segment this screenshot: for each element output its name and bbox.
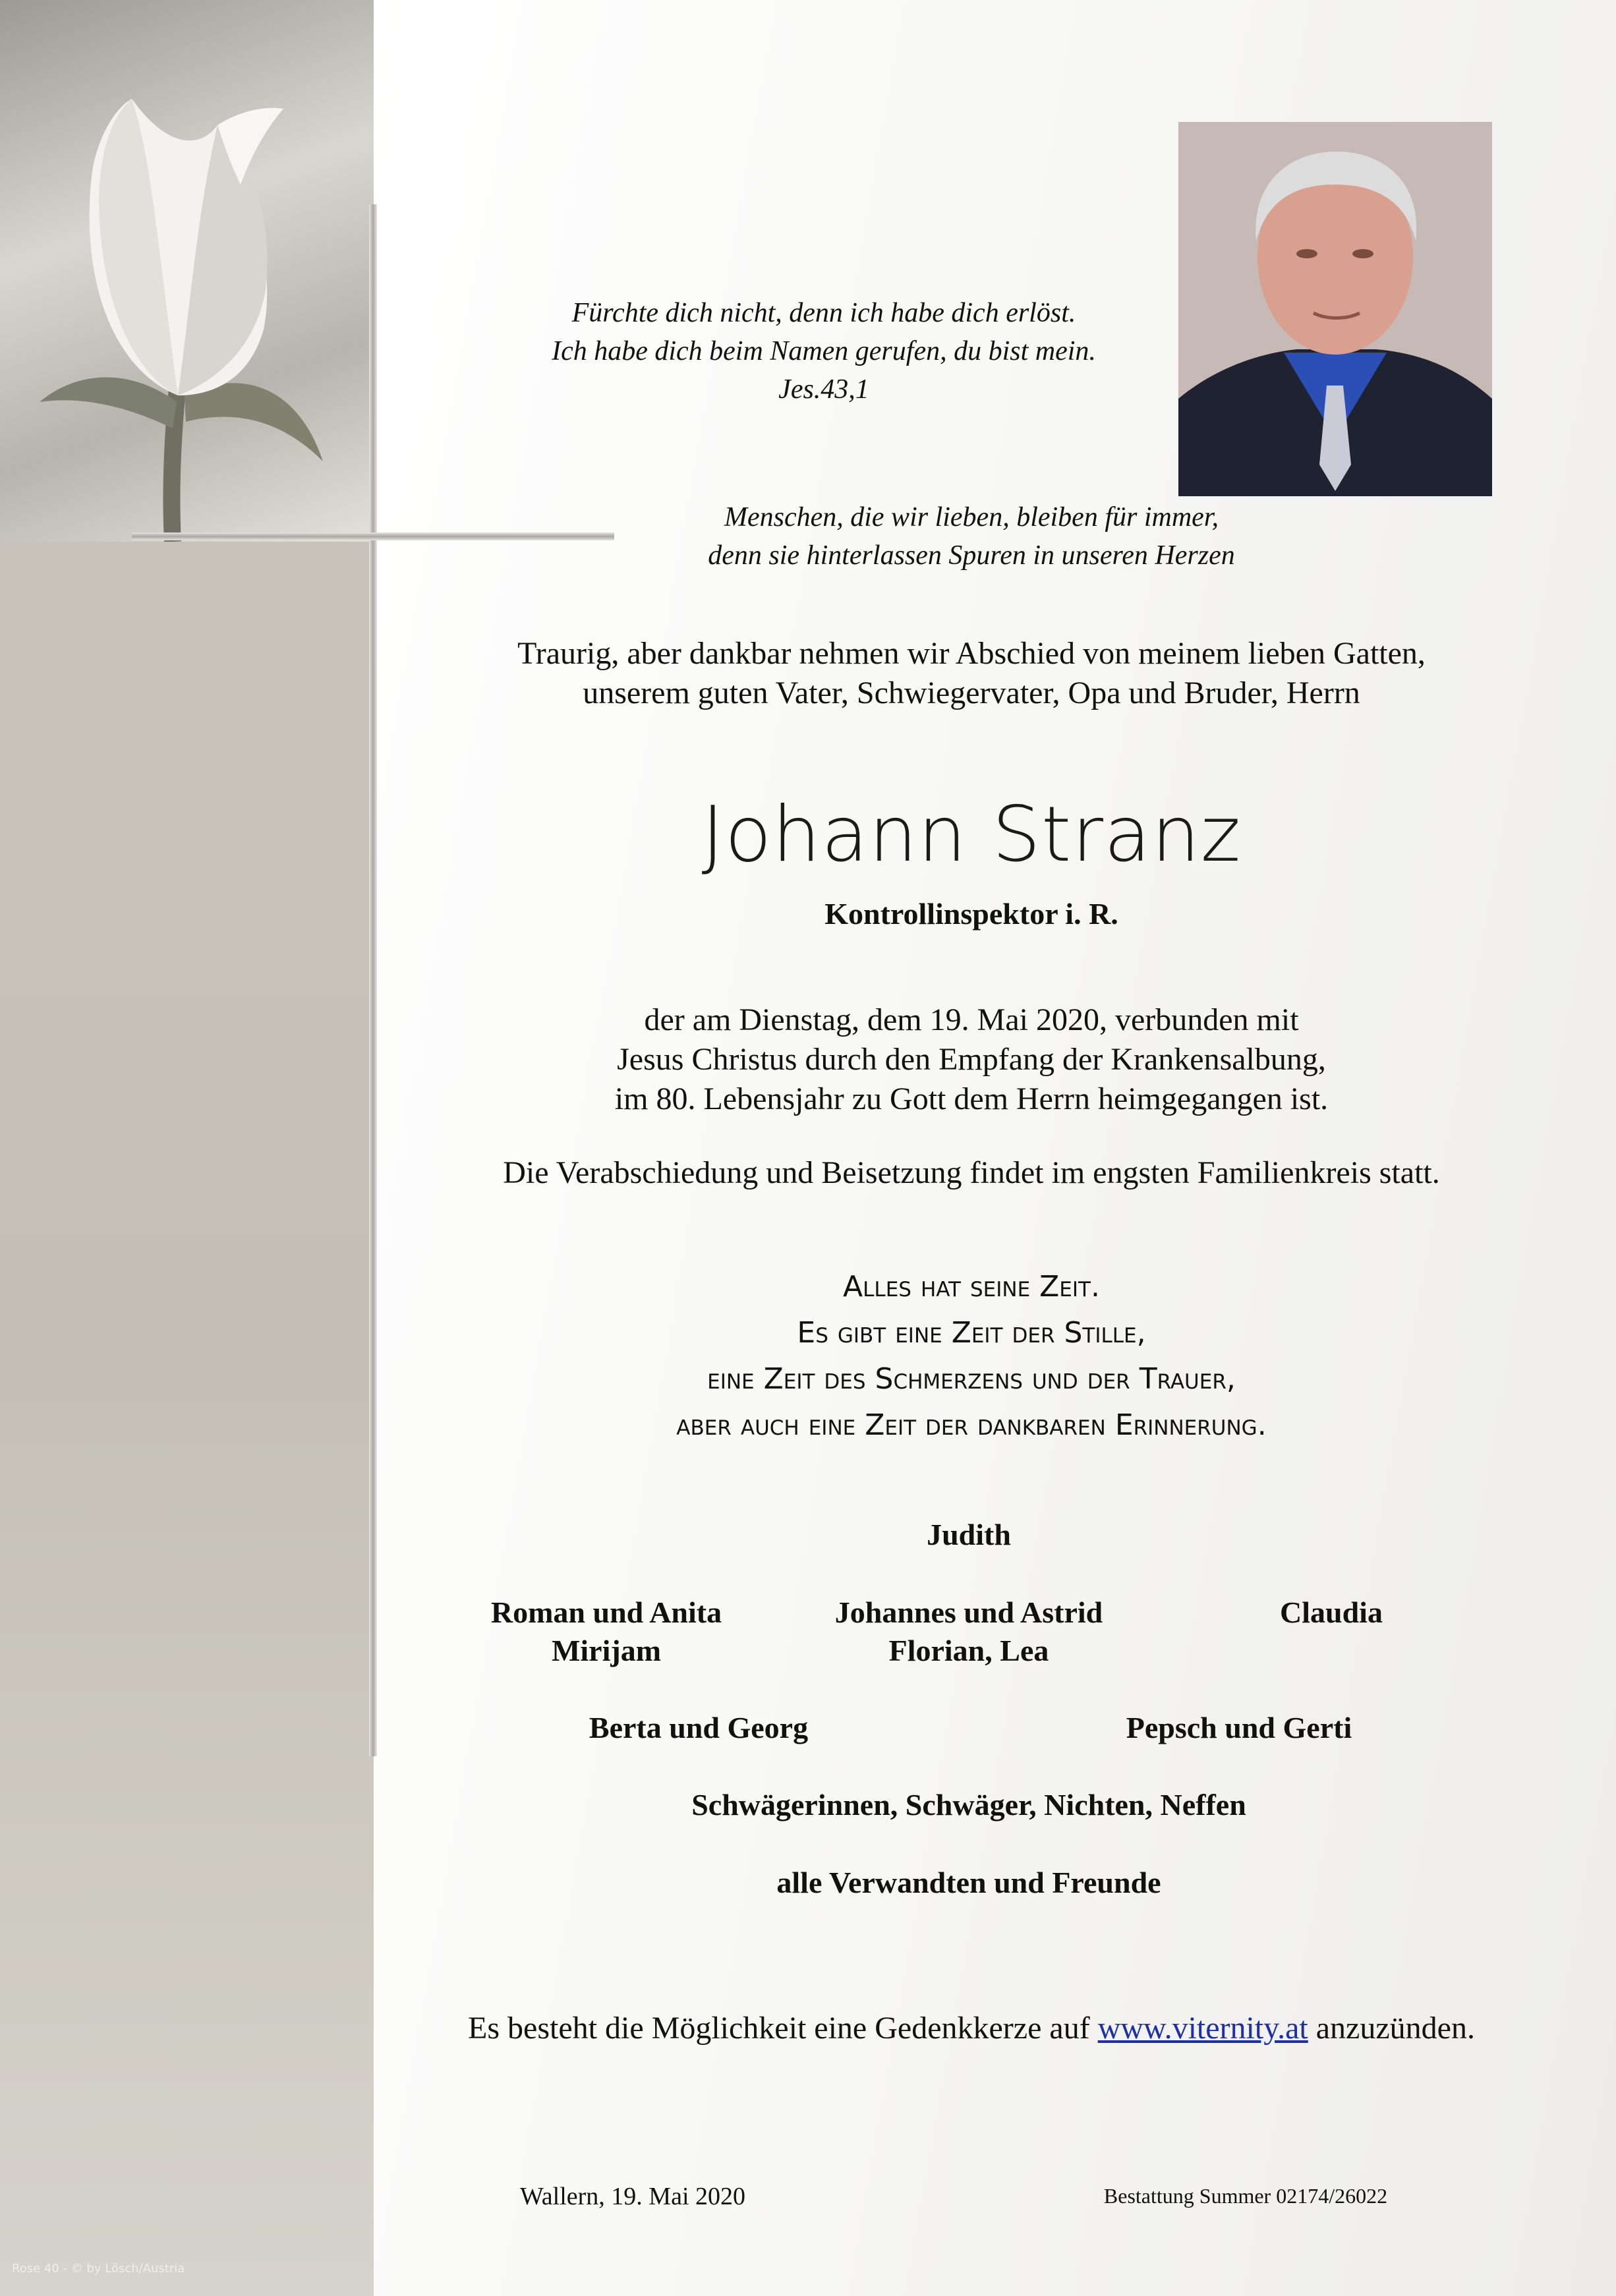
mourner-relatives: Schwägerinnen, Schwäger, Nichten, Neffen	[691, 1788, 1246, 1822]
quote-reference: Jes.43,1	[778, 374, 869, 405]
candle-text-before: Es besteht die Möglichkeit eine Gedenkkerze auf	[468, 2011, 1090, 2046]
deceased-name: Johann Stranz	[701, 790, 1242, 879]
mourner-line: Johannes und Astrid	[834, 1595, 1103, 1629]
mourner-column-2	[804, 1593, 1134, 1670]
intro-text	[395, 634, 1547, 713]
poem-line: Es gibt eine Zeit der Stille,	[797, 1316, 1146, 1350]
mourner-spouse: Judith	[927, 1518, 1011, 1551]
mourner-line: Florian, Lea	[888, 1634, 1049, 1667]
details-line: Jesus Christus durch den Empfang der Krankensalbung,	[617, 1042, 1326, 1077]
poem-line: Alles hat seine Zeit.	[843, 1270, 1100, 1304]
mourner-column-1	[442, 1593, 771, 1670]
mourner-line: Roman und Anita	[490, 1595, 722, 1629]
quote-line: Fürchte dich nicht, denn ich habe dich erlöst.	[571, 298, 1076, 328]
mourner-row-right: Pepsch und Gerti	[1126, 1711, 1352, 1744]
undertaker-contact: Bestattung Summer 02174/26022	[1103, 2184, 1388, 2208]
details-line: der am Dienstag, dem 19. Mai 2020, verbunden mit	[644, 1002, 1299, 1037]
mourner-line: Mirijam	[551, 1634, 662, 1667]
quote-line: Ich habe dich beim Namen gerufen, du bist mein.	[552, 336, 1096, 366]
poem-line: eine Zeit des Schmerzens und der Trauer,	[707, 1362, 1236, 1396]
intro-line: unserem guten Vater, Schwiegervater, Opa und Bruder, Herrn	[583, 675, 1360, 710]
cross-vertical-bar	[369, 204, 377, 1756]
ceremony-notice: Die Verabschiedung und Beisetzung findet im engsten Familienkreis statt.	[503, 1155, 1440, 1190]
details-line: im 80. Lebensjahr zu Gott dem Herrn heimgegangen ist.	[614, 1081, 1329, 1116]
mourner-row-left: Berta und Georg	[589, 1711, 809, 1744]
mourner-column-3	[1199, 1593, 1463, 1632]
poem-line: aber auch eine Zeit der dankbaren Erinnerung.	[676, 1408, 1267, 1442]
place-date: Wallern, 19. Mai 2020	[519, 2183, 746, 2210]
bible-quote	[369, 294, 1279, 409]
motto-line: Menschen, die wir lieben, bleiben für immer,	[724, 502, 1219, 532]
image-credit: Rose 40 - © by Lösch/Austria	[12, 2262, 185, 2276]
deceased-title: Kontrollinspektor i. R.	[824, 897, 1118, 931]
mourner-friends: alle Verwandten und Freunde	[776, 1866, 1161, 1899]
viternity-link[interactable]: www.viternity.at	[1097, 2011, 1308, 2046]
mourner-line: Claudia	[1280, 1595, 1383, 1629]
candle-notice	[395, 2009, 1547, 2048]
cross-horizontal-bar	[132, 532, 614, 540]
motto	[580, 498, 1363, 575]
death-details	[422, 1000, 1521, 1119]
rose-image	[0, 0, 374, 542]
poem	[395, 1264, 1547, 1449]
candle-text-after: anzuzünden.	[1315, 2011, 1475, 2046]
intro-line: Traurig, aber dankbar nehmen wir Abschied von meinem lieben Gatten,	[517, 636, 1426, 671]
motto-line: denn sie hinterlassen Spuren in unseren Herzen	[708, 540, 1235, 571]
